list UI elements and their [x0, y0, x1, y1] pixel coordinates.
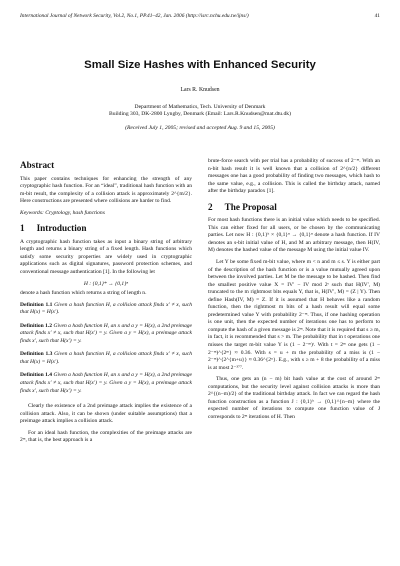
definition-text: Given a hash function H, a collision attack finds x′ ≠ x, such that H(x) = H(x′).: [20, 351, 192, 365]
definition: [20, 302, 192, 317]
definition-text: Given a hash function H, an x and a y = H(x), a 2nd preimage attack finds x′ ≠ x, such that H(x′) = y. Given a y = H(x), a preimage attack finds x′, such that H(x′) = y.: [20, 322, 192, 344]
section-number: 1: [20, 223, 25, 234]
paragraph: Let Y be some fixed m-bit value, where m < n and m ≤ s. Y is either part of the description of the hash function or is a value mutually agreed upon between the involved parties. Let M be the message to be hashed. Then find the smallest positive value X = IV′ − IV mod 2ˢ such that H(IV′, M) truncated to the m rightmost bits equals Y, that is, H(IV′, M) = (Z | Y). Then define Hash(IV, M) = Z. If it is assumed that H behaves like a random function, then the rightmost m bits of a hash result will equal some predetermined value Y with probability 2⁻ᵐ. Thus, if one hashing operation is one unit, then the expected number of iterations one has to perform to compute the hash of a given message is 2ᵐ. Note that it is required that s ≥ m, in fact, it is recommended that s > m. The probability that in t operations one misses the target m-bit value Y is (1 − 2⁻ᵐ)ᵗ. With t = 2ᵐ one gets (1 − 2⁻ᵐ)^{2ᵐ} ≈ 0.36. With s = u + m the probability of a miss is (1 − 2⁻ᵐ)^{2^{m+u}} ≈ 0.36^{2ᵘ}. E.g., with s ≥ m + 8 the probability of a miss is at most 2⁻³⁷⁷.: [208, 259, 380, 371]
paragraph: For most hash functions there is an initial value which needs to be specified. This can either fixed for all users, or be chosen by the communicating parties. Let now H : {0,1}ᵏ × {0,1}ⁿ → {0,1}ⁿ denote a hash function. If IV denotes an s-bit initial value of H, and M an arbitrary message, then H(IV, M) denotes the hashed value of the message M using the initial value IV.: [208, 217, 380, 254]
affiliation: [20, 104, 380, 119]
section-heading: [208, 201, 380, 212]
affiliation-line: Building 303, DK-2800 Lyngby, Denmark (Email: Lars.R.Knudsen@mat.dtu.dk): [109, 111, 291, 118]
received-dates: (Received July 1, 2005; revised and accepted Aug. 9 and 15, 2005): [125, 124, 275, 131]
affiliation-line: Department of Mathematics, Tech. University of Denmark: [134, 104, 266, 110]
section-heading: [20, 225, 192, 233]
definition: [20, 372, 192, 395]
running-header: [20, 13, 380, 19]
author: Lars R. Knudsen: [180, 87, 220, 93]
paragraph: brute-force search with per trial has a probability of success of 2⁻ᵐ. With an n-bit hash result it is well known that a collision of 2^{n/2} different messages one has a good probability of finding two messages, which hash to the same value, e.g., a collision. This is called the birthday attack, named after the birthday paradox [1].: [208, 158, 380, 195]
abstract-heading: Abstract: [20, 160, 55, 170]
definition: [20, 323, 192, 346]
page-number: 41: [374, 13, 380, 19]
paragraph: Thus, one gets an (n − m) bit hash value at the cost of around 2ᵐ computations, but the security level against collision attacks is more than 2^{(n−m)/2} of the traditional birthday attack. In fact we can regard the hash function construction as a function J : {0,1}ᵏ → {0,1}^{n−m} where the expected number of iterations to compute one function value of J corresponds to 2ᵐ iterations of H. Then: [208, 376, 380, 420]
definition-label: Definition 1.1: [20, 301, 53, 308]
paragraph: A cryptographic hash function takes as input a binary string of arbitrary length and returns a binary string of a fixed length. Hash functions which satisfy some security properties are widely used in cryptographic applications such as digital signatures, password protection schemes, and conventional message authentication [1]. In the following let: [20, 238, 192, 276]
keywords-label: Keywords:: [20, 209, 44, 216]
journal-header: International Journal of Network Security, Vol.2, No.1, PP.41–42, Jan. 2006 (http://isrc.nchu.edu.tw/ijns/): [20, 13, 249, 19]
paragraph: denote a hash function which returns a string of length n.: [20, 290, 147, 297]
paper-title: Small Size Hashes with Enhanced Security: [84, 59, 316, 71]
definition-label: Definition 1.2: [20, 322, 53, 329]
keywords: [20, 210, 192, 218]
right-column: [208, 158, 380, 449]
abstract-text: This paper contains techniques for enhancing the strength of any cryptographic hash function. For an “ideal”, traditional hash function with an m-bit result, the complexity of a collision attack is approximately 2^{m/2}. Here constructions are presented where collisions are harder to find.: [20, 175, 192, 205]
two-column-body: [20, 158, 380, 449]
section-title: The Proposal: [224, 201, 277, 212]
paragraph: For an ideal hash function, the complexities of the preimage attacks are 2ᵐ, that is, the best approach is a: [20, 429, 192, 444]
equation: H : {0,1}* → {0,1}ⁿ: [83, 280, 129, 287]
section-number: 2: [208, 201, 213, 212]
definition-label: Definition 1.3: [20, 351, 53, 358]
definition-label: Definition 1.4: [20, 372, 53, 379]
paragraph: Clearly the existence of a 2nd preimage attack implies the existence of a collision attack. Also, it can be shown (under suitable assumptions) that a preimage attack implies a collision attack.: [20, 403, 192, 425]
left-column: [20, 158, 192, 449]
definition-text: Given a hash function H, a collision attack finds x′ ≠ x, such that H(x) = H(x′).: [20, 301, 192, 316]
definition-text: Given a hash function H, an x and a y = H(x), a 2nd preimage attack finds x′ ≠ x, such that H(x′) = y. Given a y = H(x), a preimage attack finds x′, such that H(x′) = y.: [20, 372, 192, 394]
keywords-text: Cryptology, hash functions: [45, 209, 105, 216]
section-title: Introduction: [36, 223, 87, 234]
definition: [20, 351, 192, 366]
